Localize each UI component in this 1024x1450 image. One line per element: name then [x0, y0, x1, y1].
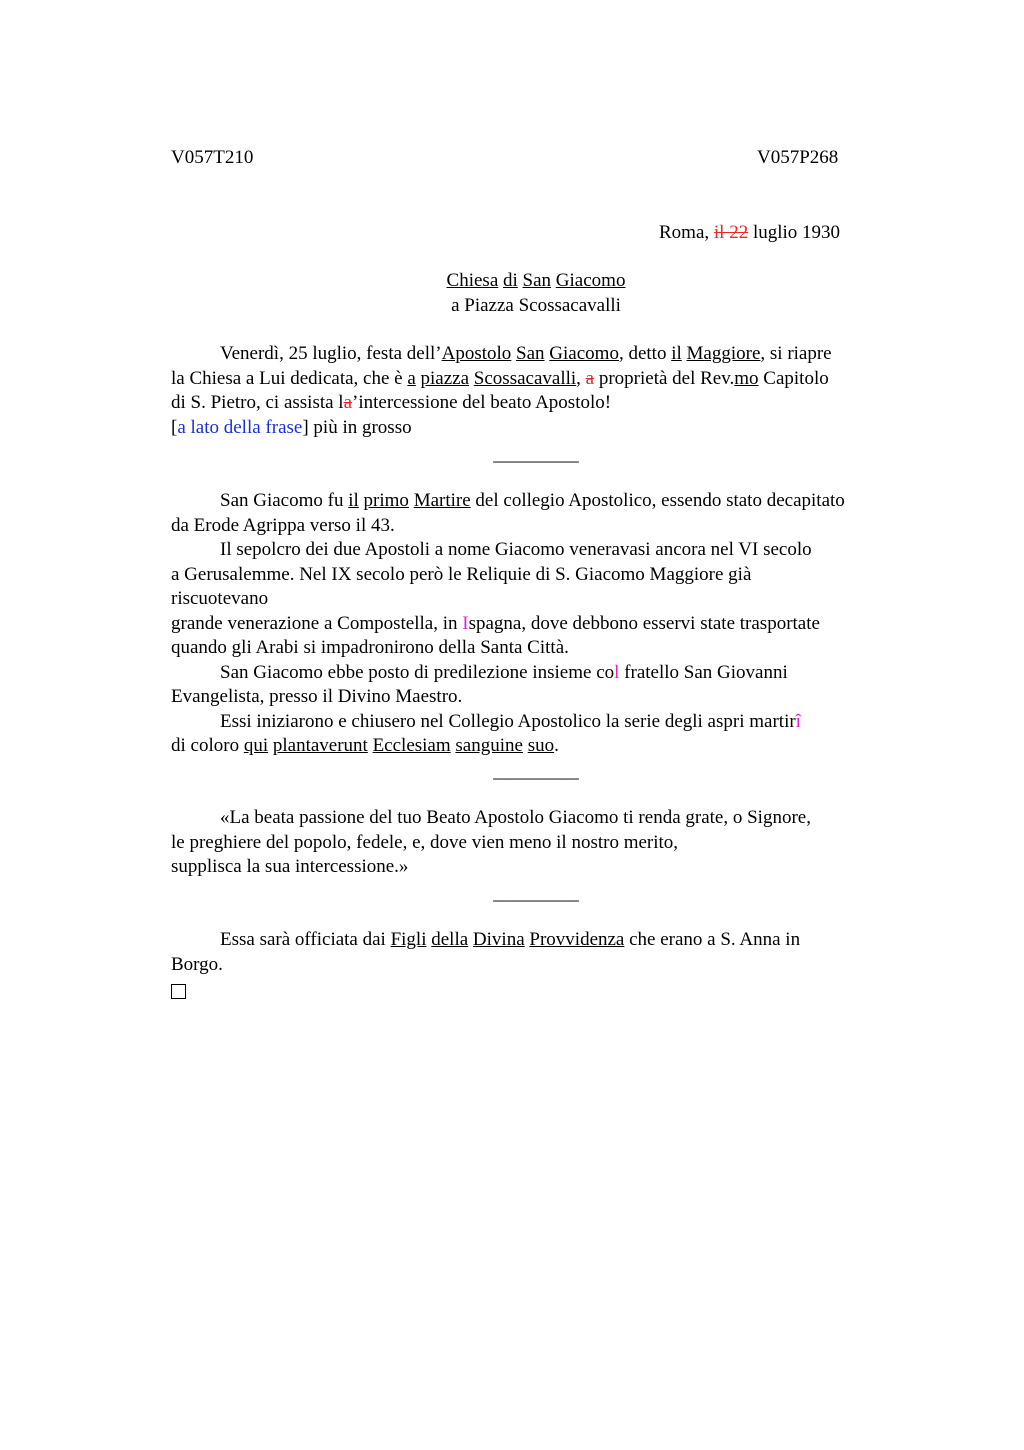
text-line: Il sepolcro dei due Apostoli a nome Giacomo veneravasi ancora nel VI secolo — [220, 539, 812, 560]
text-line: Evangelista, presso il Divino Maestro. — [171, 686, 463, 707]
end-marker — [171, 977, 931, 1002]
text-line: di coloro qui plantaverunt Ecclesiam sanguine suo. — [171, 735, 559, 756]
deleted-text: a — [343, 392, 353, 413]
text-line: la Chiesa a Lui dedicata, che è a piazza Scossacavalli, a proprietà del Rev.mo Capitolo — [171, 367, 829, 389]
text-line: San Giacomo fu il primo Martire del collegio Apostolico, essendo stato decapitato — [220, 490, 845, 511]
text-line: a Gerusalemme. Nel IX secolo però le Reliquie di S. Giacomo Maggiore già — [171, 563, 752, 585]
page-title: Chiesa di San Giacomo — [446, 270, 626, 291]
paragraph-1 — [171, 342, 931, 440]
quote-block — [171, 806, 931, 880]
header-left-code: V057T210 — [171, 147, 254, 168]
text-line: di S. Pietro, ci assista la’intercessione del beato Apostolo! — [171, 392, 612, 413]
text-line: San Giacomo ebbe posto di predilezione insieme col fratello San Giovanni — [220, 661, 788, 683]
header-right-code: V057P268 — [757, 147, 839, 168]
text-line: «La beata passione del tuo Beato Apostolo Giacomo ti renda grate, o Signore, — [220, 807, 811, 828]
editorial-note: [a lato della frase] più in grosso — [171, 416, 412, 438]
square-icon — [171, 984, 186, 999]
page-subtitle: a Piazza Scossacavalli — [451, 294, 621, 316]
text-line: riscuotevano — [171, 588, 269, 609]
text-line: grande venerazione a Compostella, in Ispagna, dove debbono esservi state trasportate — [171, 612, 820, 634]
text-line: Venerdì, 25 luglio, festa dell’Apostolo San Giacomo, detto il Maggiore, si riapre — [220, 343, 832, 364]
text-line: quando gli Arabi si impadronirono della Santa Città. — [171, 637, 569, 658]
header — [171, 147, 901, 171]
title-block — [171, 269, 901, 318]
text-line: supplisca la sua intercessione.» — [171, 856, 409, 877]
deleted-text: a — [585, 367, 595, 389]
separator: _________ — [493, 444, 579, 465]
separator: _________ — [493, 883, 579, 904]
paragraph-2 — [171, 489, 931, 759]
paragraph-6 — [171, 928, 931, 1002]
deleted-text: il 22 — [713, 222, 749, 243]
text-line: Essi iniziarono e chiusero nel Collegio Apostolico la serie degli aspri martirî — [220, 710, 801, 732]
text-line: Borgo. — [171, 953, 223, 975]
text-line: Essa sarà officiata dai Figli della Divina Provvidenza che erano a S. Anna in — [220, 929, 801, 950]
text-line: da Erode Agrippa verso il 43. — [171, 514, 395, 536]
text-line: le preghiere del popolo, fedele, e, dove vien meno il nostro merito, — [171, 831, 679, 853]
separator: _________ — [493, 761, 579, 782]
date-line: Roma, il 22 luglio 1930 — [659, 222, 841, 243]
